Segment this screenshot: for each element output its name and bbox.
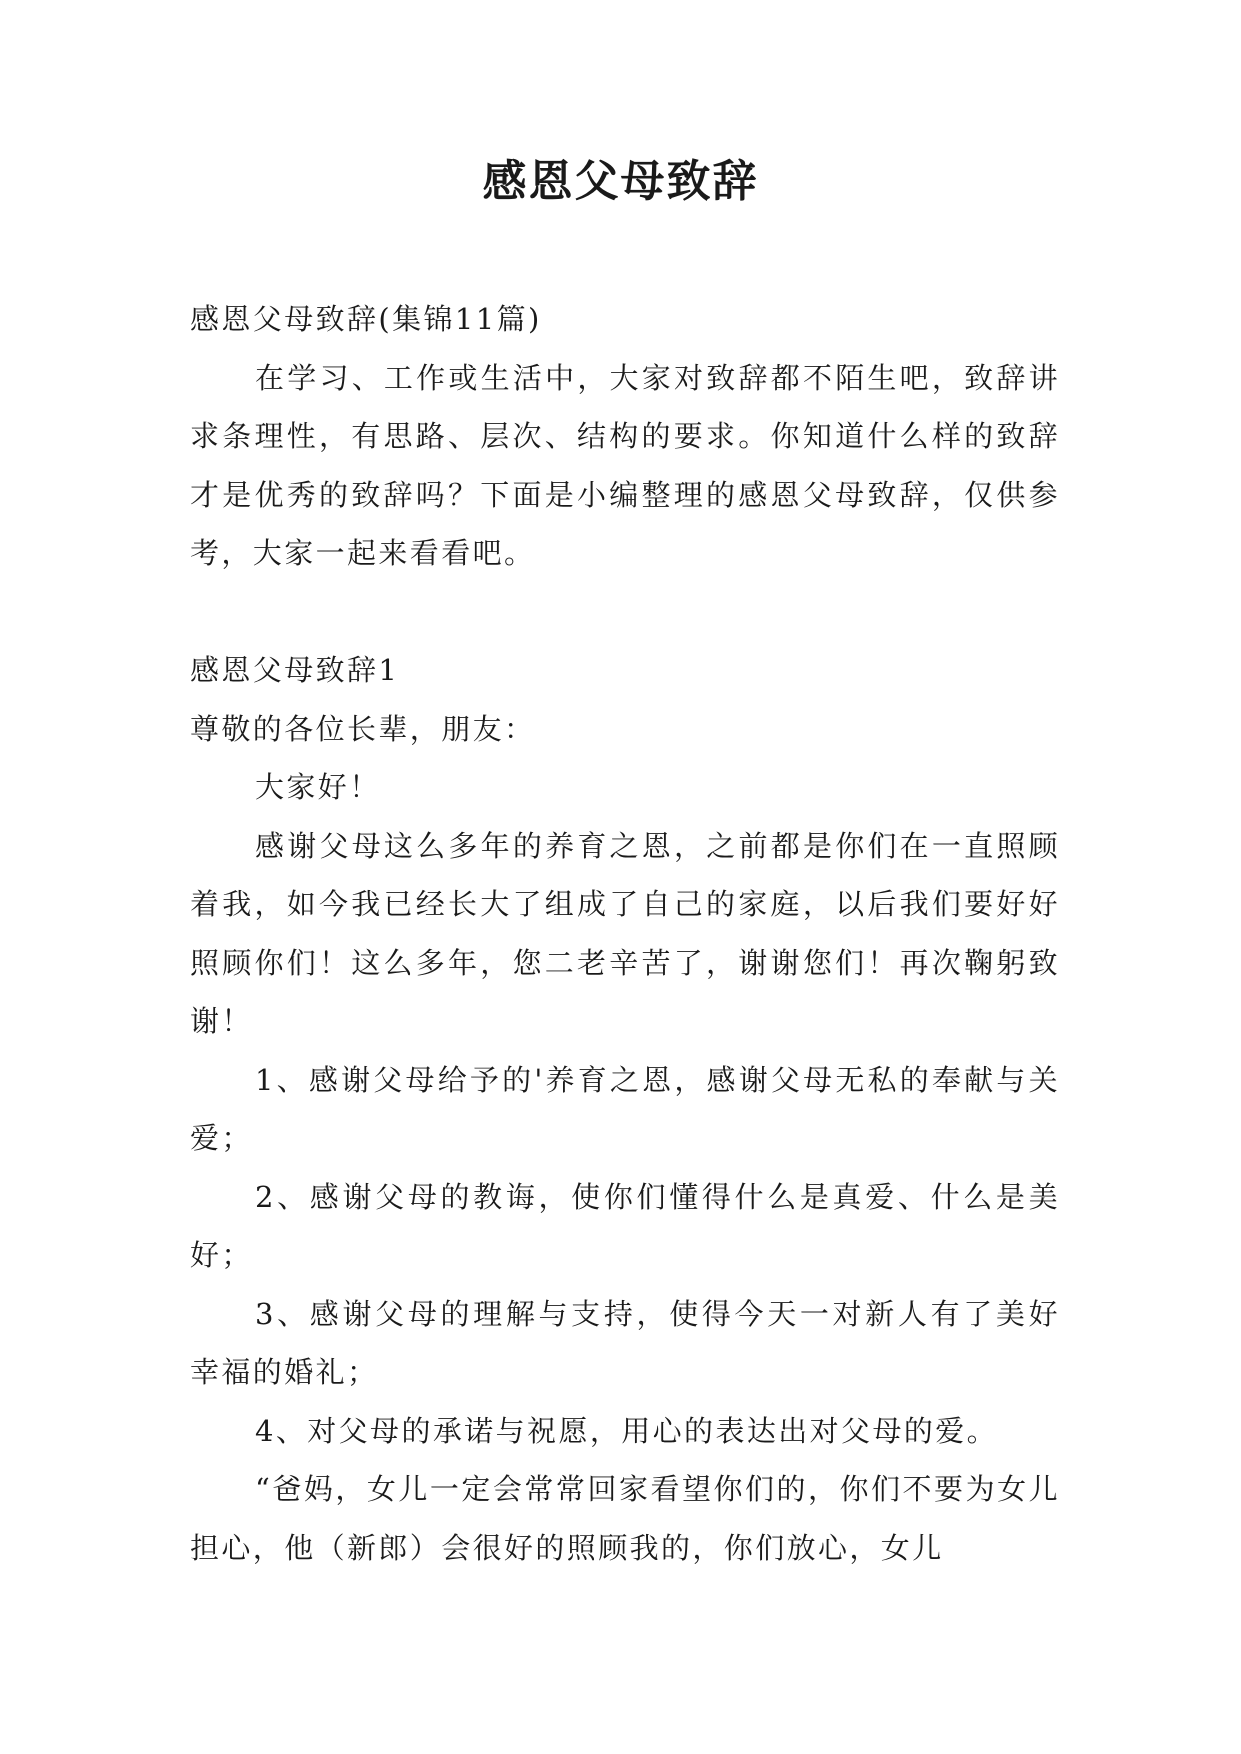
document-body <box>190 290 1060 1577</box>
document-subtitle: 感恩父母致辞(集锦11篇) <box>190 302 542 336</box>
salutation: 尊敬的各位长辈，朋友： <box>190 711 536 746</box>
intro-paragraph: 在学习、工作或生活中，大家对致辞都不陌生吧，致辞讲求条理性，有思路、层次、结构的要求。你知道什么样的致辞才是优秀的致辞吗？下面是小编整理的感恩父母致辞，仅供参考，大家一起来看看吧。 <box>190 360 1060 570</box>
list-item: 4、对父母的承诺与祝愿，用心的表达出对父母的爱。 <box>255 1413 999 1448</box>
paragraph-gap <box>190 583 1060 642</box>
section-heading: 感恩父母致辞1 <box>190 653 400 687</box>
thanks-paragraph: 感谢父母这么多年的养育之恩，之前都是你们在一直照顾着我，如今我已经长大了组成了自己的家庭，以后我们要好好照顾你们！这么多年，您二老辛苦了，谢谢您们！再次鞠躬致谢！ <box>190 828 1060 1038</box>
quote-paragraph: “爸妈，女儿一定会常常回家看望你们的，你们不要为女儿担心，他（新郎）会很好的照顾我的，你们放心，女儿 <box>190 1472 1060 1565</box>
list-item: 1、感谢父母给予的'养育之恩，感谢父母无私的奉献与关爱； <box>190 1062 1060 1155</box>
greeting: 大家好！ <box>255 770 381 804</box>
list-item: 3、感谢父母的理解与支持，使得今天一对新人有了美好幸福的婚礼； <box>190 1296 1060 1389</box>
document-title: 感恩父母致辞 <box>482 156 759 207</box>
list-item: 2、感谢父母的教诲，使你们懂得什么是真爱、什么是美好； <box>190 1179 1060 1272</box>
